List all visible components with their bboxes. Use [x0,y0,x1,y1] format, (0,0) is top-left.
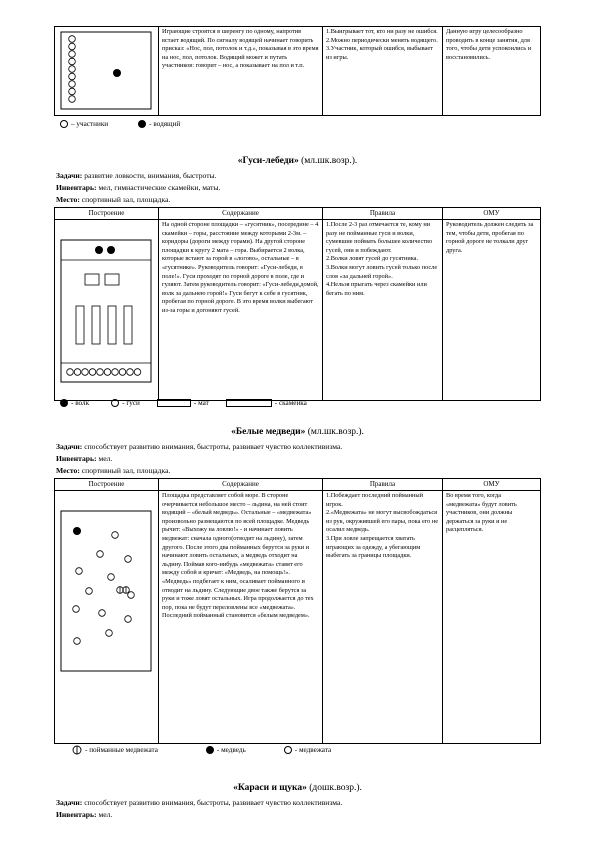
game2-diagram [55,220,158,400]
game2-header-omu: ОМУ [443,208,541,220]
leader-icon [138,120,146,128]
game2-omu: Руководитель должен следить за тем, чтобы дети, пробегая по горной дороге не толкали друг друга. [443,220,541,401]
bear-icon [206,746,214,754]
mat-2 [105,274,119,285]
game2-header-rules: Правила [323,208,443,220]
game1-content: Играющие строятся в шеренгу по одному, напротив встает водящий. По сигналу водящей начинает говорить присказ: «Нос, пол, потолок и т.д.», показывая в это время на нос, пол, потолок. Водящий может и путать участников: говорит – нос, а показывает на пол и т.п. [159,27,323,116]
game3-inventory: Инвентарь: мел. [56,454,113,463]
game2-place: Место: спортивный зал, площадка. [56,195,171,204]
game2-inventory: Инвентарь: мел, гимнастические скамейки, маты. [56,183,221,192]
caught-cubs [117,587,130,594]
game2-header-build: Построение [55,208,159,220]
game2-table [54,207,541,401]
game3-diagram [55,491,158,743]
game3-legend: - пойманные медвежата - медведь - медвежата [72,745,331,755]
wolf-1 [95,246,103,254]
game2-legend: - волк - гуси - мат - скамейка [60,398,307,408]
game1-table [54,26,541,116]
game3-header-build: Построение [55,479,159,491]
caught-cub-icon [72,745,82,755]
wolf-2 [107,246,115,254]
bench-icon [226,399,272,407]
game4-inventory: Инвентарь: мел. [56,810,113,819]
bench-4 [124,306,132,344]
game3-header-content: Содержание [159,479,323,491]
game3-diagram-cell [55,491,159,744]
participant-icon [60,120,68,128]
game1-rules: 1.Выигрывает тот, кто ни разу не ошибся. 2.Можно периодически менять водящего. 3.Участник, который ошибся, выбывает из игры. [323,27,443,116]
game1-diagram [55,27,158,115]
game2-title: «Гуси-лебеди» (мл.шк.возр.). [237,156,358,166]
game2-task: Задачи: развитие ловкости, внимания, быстроты. [56,171,217,180]
game3-rules: 1.Побеждает последний пойманный игрок. 2.«Медвежата» не могут высвобождаться из рук, окружившей его пары, пока его не осалил медведь. 3.При ловле запрещается хватать играющих за одежду, а убегающим выбегать за границы площадки. [323,491,443,744]
game1-omu: Данную игру целесообразно проводить в конце занятия, для того, чтобы дети успокоились и восстановились. [443,27,541,116]
game1-leader [113,69,121,77]
game3-task: Задачи: способствует развитию внимания, быстроты, развивает чувство коллективизма. [56,442,343,451]
geese [67,369,141,376]
game3-content: Площадка представляет собой море. В стороне очерчивается небольшое место – льдина, на ней стоит водящий – «белый медведь». Остальные – «медвежата» произвольно размещаются по всей площадке. Медведь рычит: «Выхожу на ловлю!» - и начинает ловить медвежат: сначала одного(отводит на льдину), затем другого. После этого два пойманных берутся за руки и начинают ловить остальных, а медведь отходит на льдину. Поймав кого-нибудь «медвежата» ставят его между собой и кричат: «Медведь, на помощь!». «Медведь» подбегает к ним, осаливает пойманного и отводит на льдину. Следующие двое также берутся за руки и тоже ловят остальных. Игра продолжается до тех пор, пока не будут переловлены все «медвежата». Последний пойманный становится «белым медведем». [159,491,323,744]
game3-title: «Белые медведи» (мл.шк.возр.). [231,427,364,437]
game2-header-content: Содержание [159,208,323,220]
cubs [73,532,135,645]
mat-1 [85,274,99,285]
game1-participants [69,36,76,103]
game3-omu: Во время того, когда «медвежата» будут ловить участников, они должны держаться за руки и не расцепляться. [443,491,541,744]
mat-icon [157,399,191,407]
bear [73,527,81,535]
game1-diagram-cell [55,27,159,116]
bench-2 [92,306,100,344]
bench-3 [108,306,116,344]
game4-title: «Караси и щука» (дошк.возр.). [233,783,362,793]
game1-legend: – участники - водящий [60,119,180,129]
goose-icon [111,399,119,407]
game3-header-omu: ОМУ [443,479,541,491]
game3-table [54,478,541,744]
game2-rules: 1.После 2-3 раз отмечается те, кому ни разу не пойманные гуси и волки, сумевшие поймать большее количество гусей, они и побеждают. 2.Волки ловят гусей до гусятника. 3.Волки могут ловить гусей только после слов «за дальней горой». 4.Нельзя прыгать через скамейки или бегать по ним. [323,220,443,401]
cub-icon [284,746,292,754]
wolf-icon [60,399,68,407]
bench-1 [76,306,84,344]
game2-diagram-cell [55,220,159,401]
game3-header-rules: Правила [323,479,443,491]
game4-task: Задачи: способствует развитию внимания, быстроты, развивает чувство коллективизма. [56,798,343,807]
game3-place: Место: спортивный зал, площадка. [56,466,171,475]
game2-content: На одной стороне площадки – «гусятник», посередине – 4 скамейки – горы, расстояние между которыми 2-3м. – коридоры (дороги между горами). На другой стороне площадки к кругу 2 мата – гора. Выбирается 2 волка, которые встают за горой в «логово», остальные – в «гусятнике». Руководитель говорит: «Гуси-лебеди, в поле!». Гуси проходят по горной дороге в поле, где и гуляют. Затем руководитель говорит: «Гуси-лебеди,домой, волк за дальнею горой!» Гуси бегут к себе в гусятник, пробегая по горной дороге. В это время волки выбегают из-за горы и догоняют гусей. [159,220,323,401]
